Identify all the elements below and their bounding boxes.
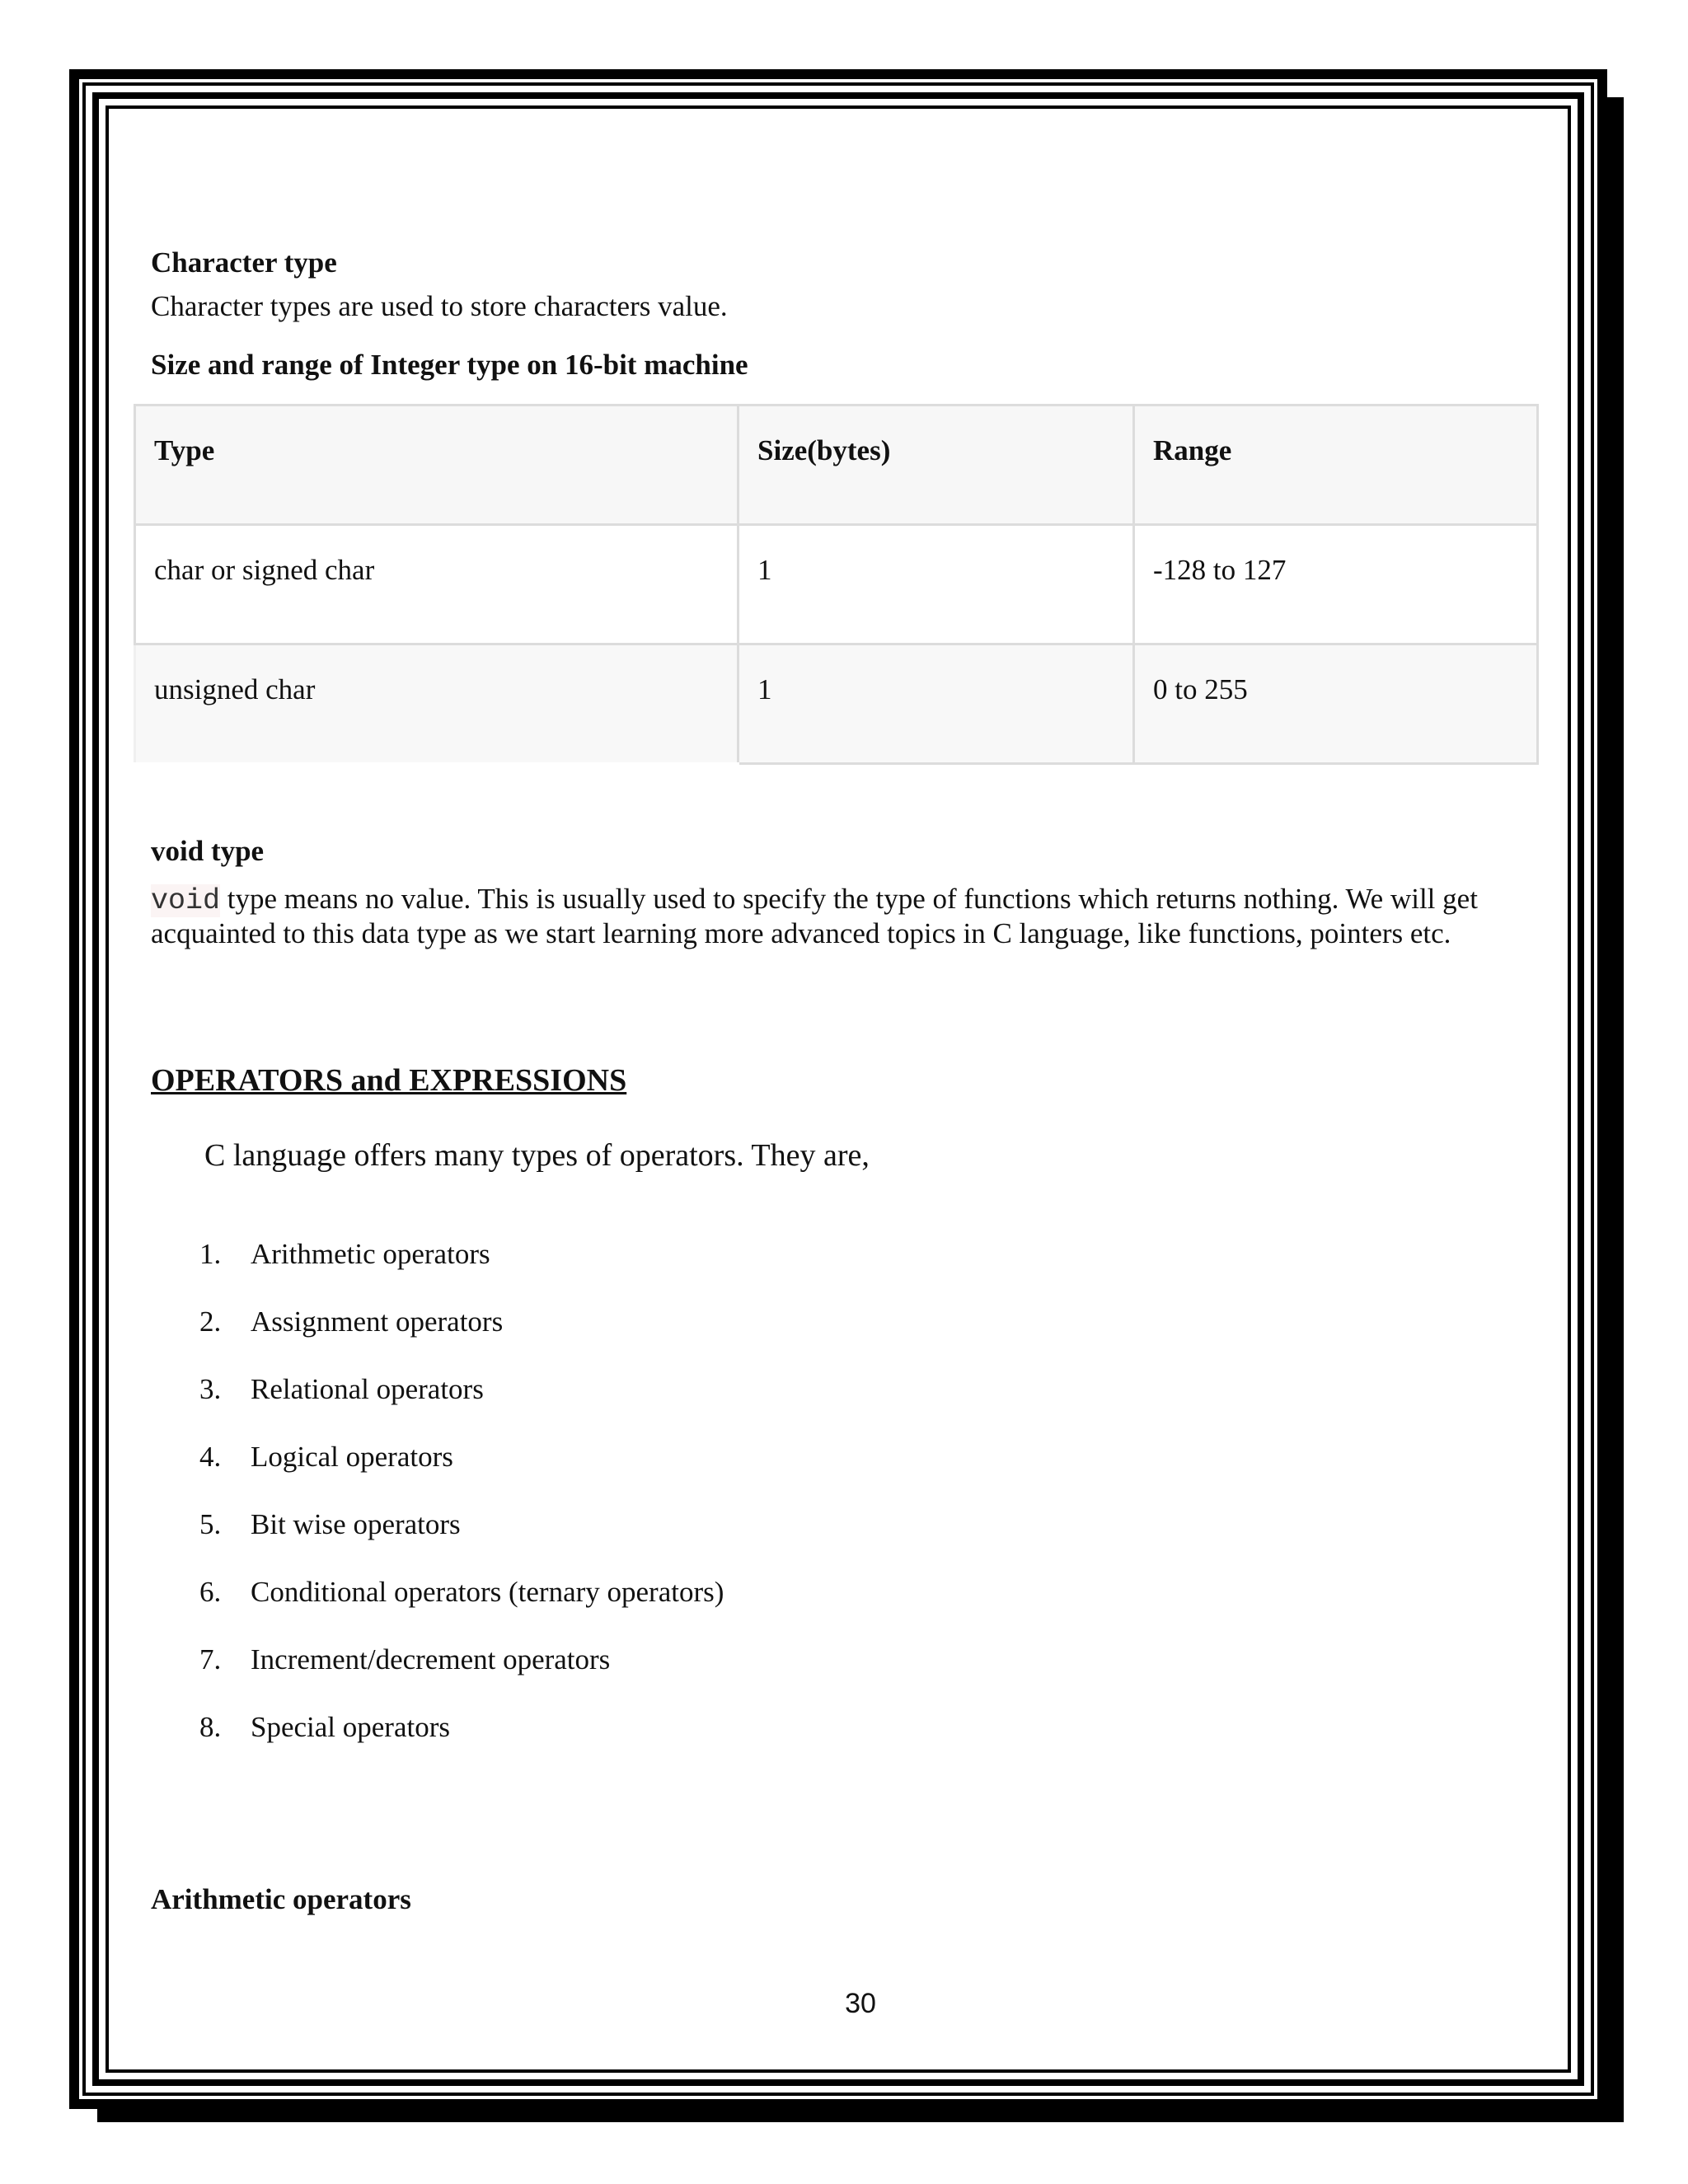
list-item-number: 8. bbox=[199, 1711, 222, 1743]
operators-intro: C language offers many types of operators. They are, bbox=[204, 1138, 870, 1173]
list-item-label: Relational operators bbox=[251, 1373, 484, 1405]
list-item-number: 4. bbox=[199, 1441, 222, 1473]
page-number: 30 bbox=[845, 1988, 876, 2019]
operators-list bbox=[191, 1238, 724, 1779]
list-item-number: 2. bbox=[199, 1305, 222, 1338]
list-item-label: Logical operators bbox=[251, 1441, 453, 1473]
list-item bbox=[191, 1238, 724, 1305]
list-item-label: Increment/decrement operators bbox=[251, 1643, 611, 1675]
list-item-label: Special operators bbox=[251, 1711, 450, 1743]
list-item bbox=[191, 1711, 724, 1779]
void-type-paragraph bbox=[151, 883, 1536, 950]
list-item-number: 5. bbox=[199, 1508, 222, 1540]
list-item-label: Assignment operators bbox=[251, 1305, 504, 1338]
operators-section-title: OPERATORS and EXPRESSIONS bbox=[151, 1063, 627, 1098]
table-header-cell: Type bbox=[135, 405, 738, 525]
list-item-label: Bit wise operators bbox=[251, 1508, 461, 1540]
list-item-number: 7. bbox=[199, 1643, 222, 1675]
list-item-label: Conditional operators (ternary operators) bbox=[251, 1576, 724, 1608]
list-item-number: 1. bbox=[199, 1238, 222, 1270]
table-cell: char or signed char bbox=[135, 525, 738, 644]
table-cell: -128 to 127 bbox=[1134, 525, 1538, 644]
data-type-table bbox=[134, 404, 1539, 765]
list-item bbox=[191, 1576, 724, 1643]
table-header-cell: Range bbox=[1134, 405, 1538, 525]
list-item bbox=[191, 1373, 724, 1441]
table-row bbox=[135, 525, 1538, 644]
list-item bbox=[191, 1643, 724, 1711]
list-item-number: 6. bbox=[199, 1576, 222, 1608]
table-header-cell: Size(bytes) bbox=[738, 405, 1134, 525]
table-cell: 1 bbox=[738, 644, 1134, 764]
list-item bbox=[191, 1441, 724, 1508]
character-type-description: Character types are used to store characters value. bbox=[151, 290, 728, 322]
character-type-heading: Character type bbox=[151, 246, 337, 279]
table-cell: unsigned char bbox=[135, 644, 738, 764]
list-item-number: 3. bbox=[199, 1373, 222, 1405]
table-cell: 1 bbox=[738, 525, 1134, 644]
void-type-text: type means no value. This is usually used to specify the type of functions which returns nothing. We will get acquainted to this data type as we start learning more advanced topics in C language, like functions, pointers etc. bbox=[151, 883, 1478, 949]
table-cell: 0 to 255 bbox=[1134, 644, 1538, 764]
list-item bbox=[191, 1508, 724, 1576]
list-item bbox=[191, 1305, 724, 1373]
arithmetic-operators-heading: Arithmetic operators bbox=[151, 1883, 411, 1915]
list-item-label: Arithmetic operators bbox=[251, 1238, 490, 1270]
void-keyword: void bbox=[151, 884, 221, 917]
table-row bbox=[135, 644, 1538, 764]
table-caption: Size and range of Integer type on 16-bit machine bbox=[151, 349, 748, 381]
void-type-heading: void type bbox=[151, 835, 265, 867]
table-header-row bbox=[135, 405, 1538, 525]
